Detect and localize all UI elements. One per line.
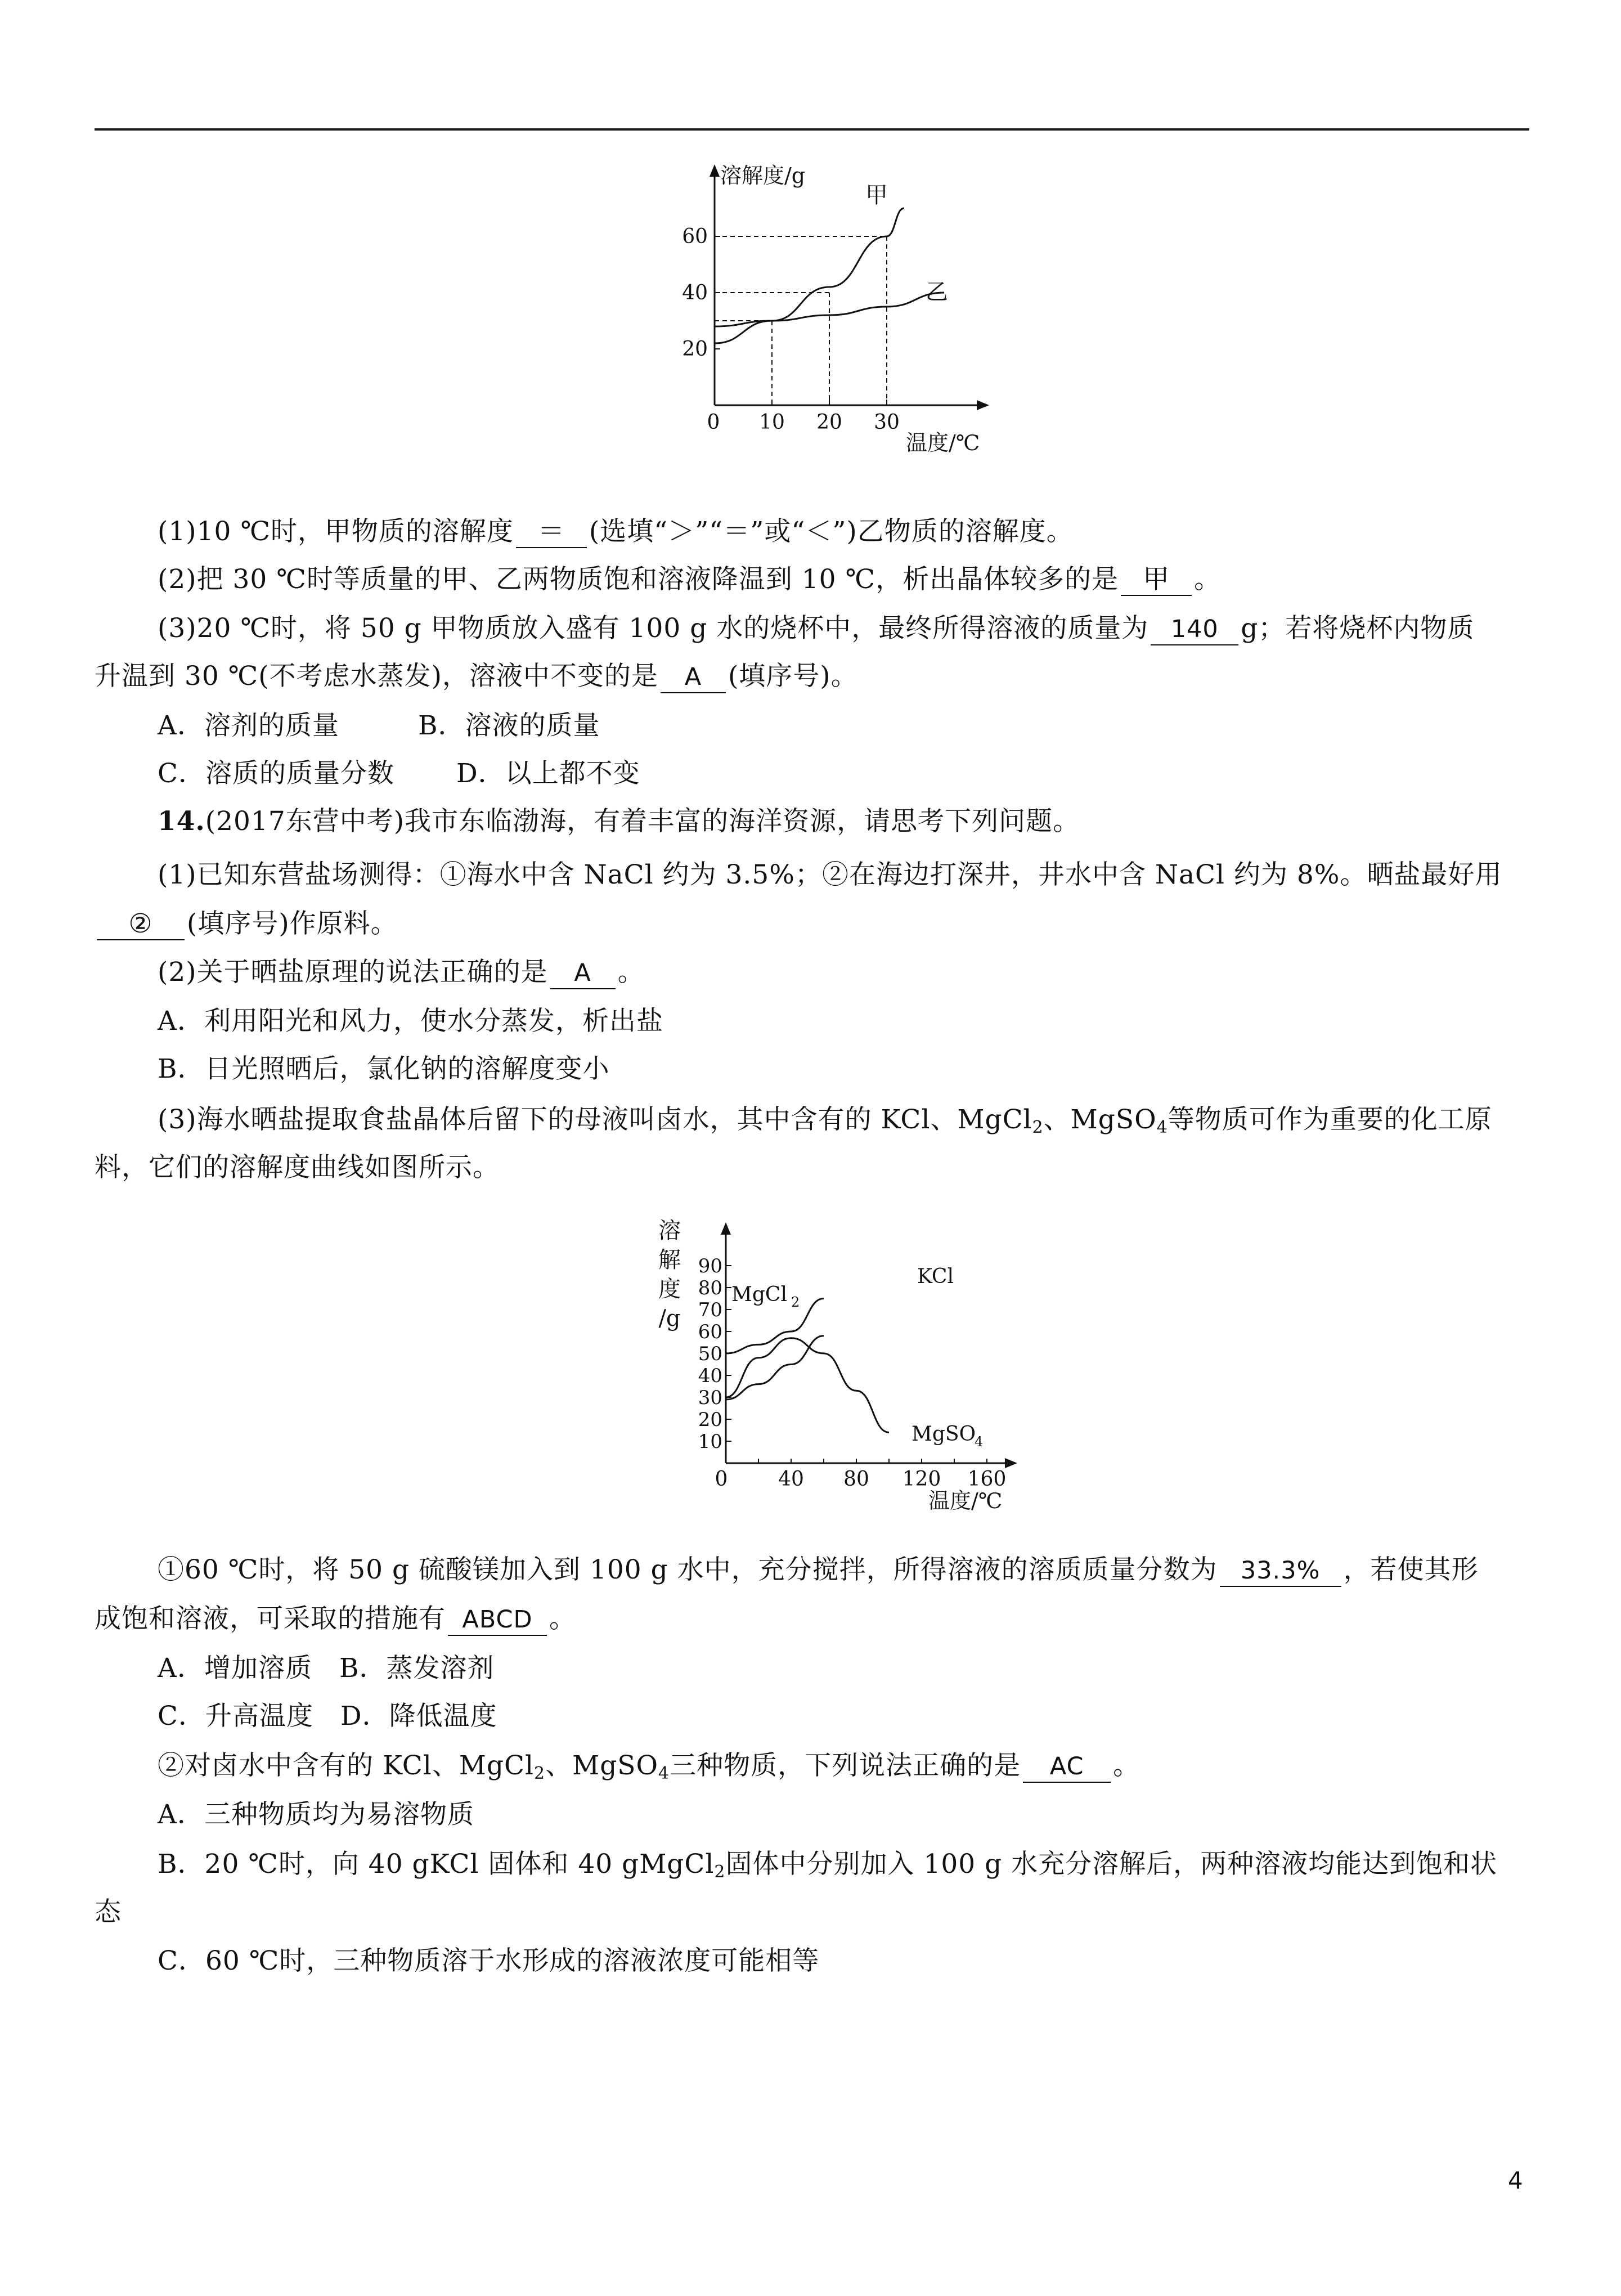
q14-part2-option-a: A．利用阳光和风力，使水分蒸发，析出盐 bbox=[158, 1006, 663, 1037]
x-axis-arrow bbox=[1005, 1458, 1017, 1468]
y-tick-label: 10 bbox=[698, 1430, 722, 1453]
q13-part2: (2)把 30 ℃时等质量的甲、乙两物质饱和溶液降温到 10 ℃，析出晶体较多的是 甲 。 bbox=[158, 564, 1222, 595]
y-tick-label: 60 bbox=[698, 1321, 722, 1343]
series-line-kcl bbox=[726, 1336, 824, 1400]
q14-part2: (2)关于晒盐原理的说法正确的是 A 。 bbox=[158, 956, 645, 989]
q13-answer-4: A bbox=[661, 662, 726, 693]
header-rule bbox=[95, 128, 1529, 131]
x-tick-label: 0 bbox=[707, 411, 720, 434]
q14-number: 14. bbox=[158, 806, 205, 837]
y-tick-label: 20 bbox=[682, 338, 708, 361]
solubility-chart-b bbox=[647, 1210, 1041, 1525]
y-tick-label: 30 bbox=[698, 1387, 722, 1409]
q14-answer-3: 33.3% bbox=[1220, 1555, 1341, 1587]
y-axis-label-char: 度 bbox=[658, 1276, 681, 1302]
y-tick-label: 60 bbox=[682, 225, 708, 248]
x-tick-label: 40 bbox=[778, 1468, 804, 1491]
y-axis-arrow bbox=[710, 164, 720, 177]
x-tick-label: 120 bbox=[902, 1468, 941, 1491]
y-axis-arrow bbox=[721, 1222, 731, 1235]
x-tick-label: 160 bbox=[967, 1468, 1007, 1491]
x-axis-label: 温度/℃ bbox=[928, 1488, 1003, 1513]
x-tick-label: 30 bbox=[874, 411, 900, 434]
y-tick-label: 50 bbox=[698, 1343, 722, 1365]
x-tick-label: 20 bbox=[816, 411, 842, 434]
q14-sub1: ①60 ℃时，将 50 g 硫酸镁加入到 100 g 水中，充分搅拌，所得溶液的溶质质量分数为 33.3% ，若使其形 bbox=[158, 1553, 1479, 1587]
q14-sub2-option-b: B．20 ℃时，向 40 gKCl 固体和 40 gMgCl$_2$固体中分别加入 100 g 水充分溶解后，两种溶液均能达到饱和状 bbox=[158, 1849, 1498, 1882]
q14-sub2-option-a: A．三种物质均为易溶物质 bbox=[158, 1799, 474, 1830]
y-axis-label-char: /g bbox=[658, 1306, 681, 1331]
x-axis-arrow bbox=[977, 400, 989, 410]
y-tick-label: 40 bbox=[698, 1365, 722, 1387]
q13-answer-1: ＝ bbox=[516, 517, 587, 548]
page-number: 4 bbox=[1508, 2167, 1523, 2194]
series-label-kcl: KCl bbox=[917, 1265, 954, 1288]
q13-part3-cont: 升温到 30 ℃(不考虑水蒸发)，溶液中不变的是 A (填序号)。 bbox=[95, 660, 858, 693]
q14-part2-option-b: B．日光照晒后，氯化钠的溶解度变小 bbox=[158, 1053, 610, 1084]
y-axis-label-char: 溶 bbox=[658, 1218, 681, 1244]
y-axis-label-char: 解 bbox=[658, 1247, 681, 1273]
q14-sub1-options-cd: C．升高温度 D．降低温度 bbox=[158, 1701, 497, 1732]
series-label-mgso4-sub: 4 bbox=[975, 1434, 984, 1450]
x-tick-label: 80 bbox=[843, 1468, 869, 1491]
q13-options-cd: C．溶质的质量分数 D．以上都不变 bbox=[158, 758, 640, 789]
q14-answer-4: ABCD bbox=[448, 1604, 547, 1636]
x-axis-label: 温度/℃ bbox=[906, 430, 980, 455]
series-label-jia: 甲 bbox=[865, 182, 888, 208]
series-label-yi: 乙 bbox=[926, 279, 948, 305]
q14-part3: (3)海水晒盐提取食盐晶体后留下的母液叫卤水，其中含有的 KCl、MgCl$_2$、MgSO$_4$等物质可作为重要的化工原 bbox=[158, 1104, 1492, 1137]
q14-part1-cont: ② (填序号)作原料。 bbox=[95, 907, 398, 941]
q14-sub2: ②对卤水中含有的 KCl、MgCl$_2$、MgSO$_4$三种物质，下列说法正确的是 AC 。 bbox=[158, 1750, 1140, 1783]
series-label-mgcl2-sub: 2 bbox=[791, 1294, 800, 1310]
series-line-mgcl2 bbox=[726, 1299, 824, 1354]
q14-sub2-option-c: C．60 ℃时，三种物质溶于水形成的溶液浓度可能相等 bbox=[158, 1945, 820, 1976]
x-tick-label: 10 bbox=[759, 411, 785, 434]
q14-sub1-options-ab: A．增加溶质 B．蒸发溶剂 bbox=[158, 1653, 495, 1684]
y-tick-label: 80 bbox=[698, 1277, 722, 1299]
q14-heading: 14.(2017东营中考)我市东临渤海，有着丰富的海洋资源，请思考下列问题。 bbox=[158, 806, 1080, 837]
series-label-mgso4: MgSO bbox=[911, 1423, 976, 1446]
q14-part3-cont: 料，它们的溶解度曲线如图所示。 bbox=[95, 1152, 500, 1183]
q13-part1: (1)10 ℃时，甲物质的溶解度 ＝ (选填“＞”“＝”或“＜”)乙物质的溶解度。 bbox=[158, 516, 1074, 547]
y-axis-label: 溶解度/g bbox=[720, 163, 806, 188]
series-label-mgcl2: MgCl bbox=[731, 1283, 787, 1306]
y-tick-label: 90 bbox=[698, 1255, 722, 1277]
q13-answer-2: 甲 bbox=[1121, 564, 1192, 596]
q13-answer-3: 140 bbox=[1151, 614, 1238, 645]
q13-options-ab: A．溶剂的质量 B．溶液的质量 bbox=[158, 710, 600, 741]
q14-sub1-cont: 成饱和溶液，可采取的措施有 ABCD 。 bbox=[95, 1602, 576, 1636]
q13-part3: (3)20 ℃时，将 50 g 甲物质放入盛有 100 g 水的烧杯中，最终所得溶液的质量为 140 g；若将烧杯内物质 bbox=[158, 612, 1474, 645]
q14-answer-5: AC bbox=[1023, 1751, 1111, 1783]
solubility-chart-a bbox=[664, 152, 1013, 456]
q14-answer-2: A bbox=[550, 958, 616, 989]
x-tick-label: 0 bbox=[715, 1468, 728, 1491]
y-tick-label: 40 bbox=[682, 281, 708, 304]
q14-part1: (1)已知东营盐场测得：①海水中含 NaCl 约为 3.5%；②在海边打深井，井水中含 NaCl 约为 8%。晒盐最好用 bbox=[158, 859, 1502, 890]
y-tick-label: 20 bbox=[698, 1409, 722, 1431]
q14-sub2-option-b-cont: 态 bbox=[95, 1896, 122, 1927]
y-tick-label: 70 bbox=[698, 1299, 722, 1321]
q14-answer-1: ② bbox=[97, 909, 185, 940]
